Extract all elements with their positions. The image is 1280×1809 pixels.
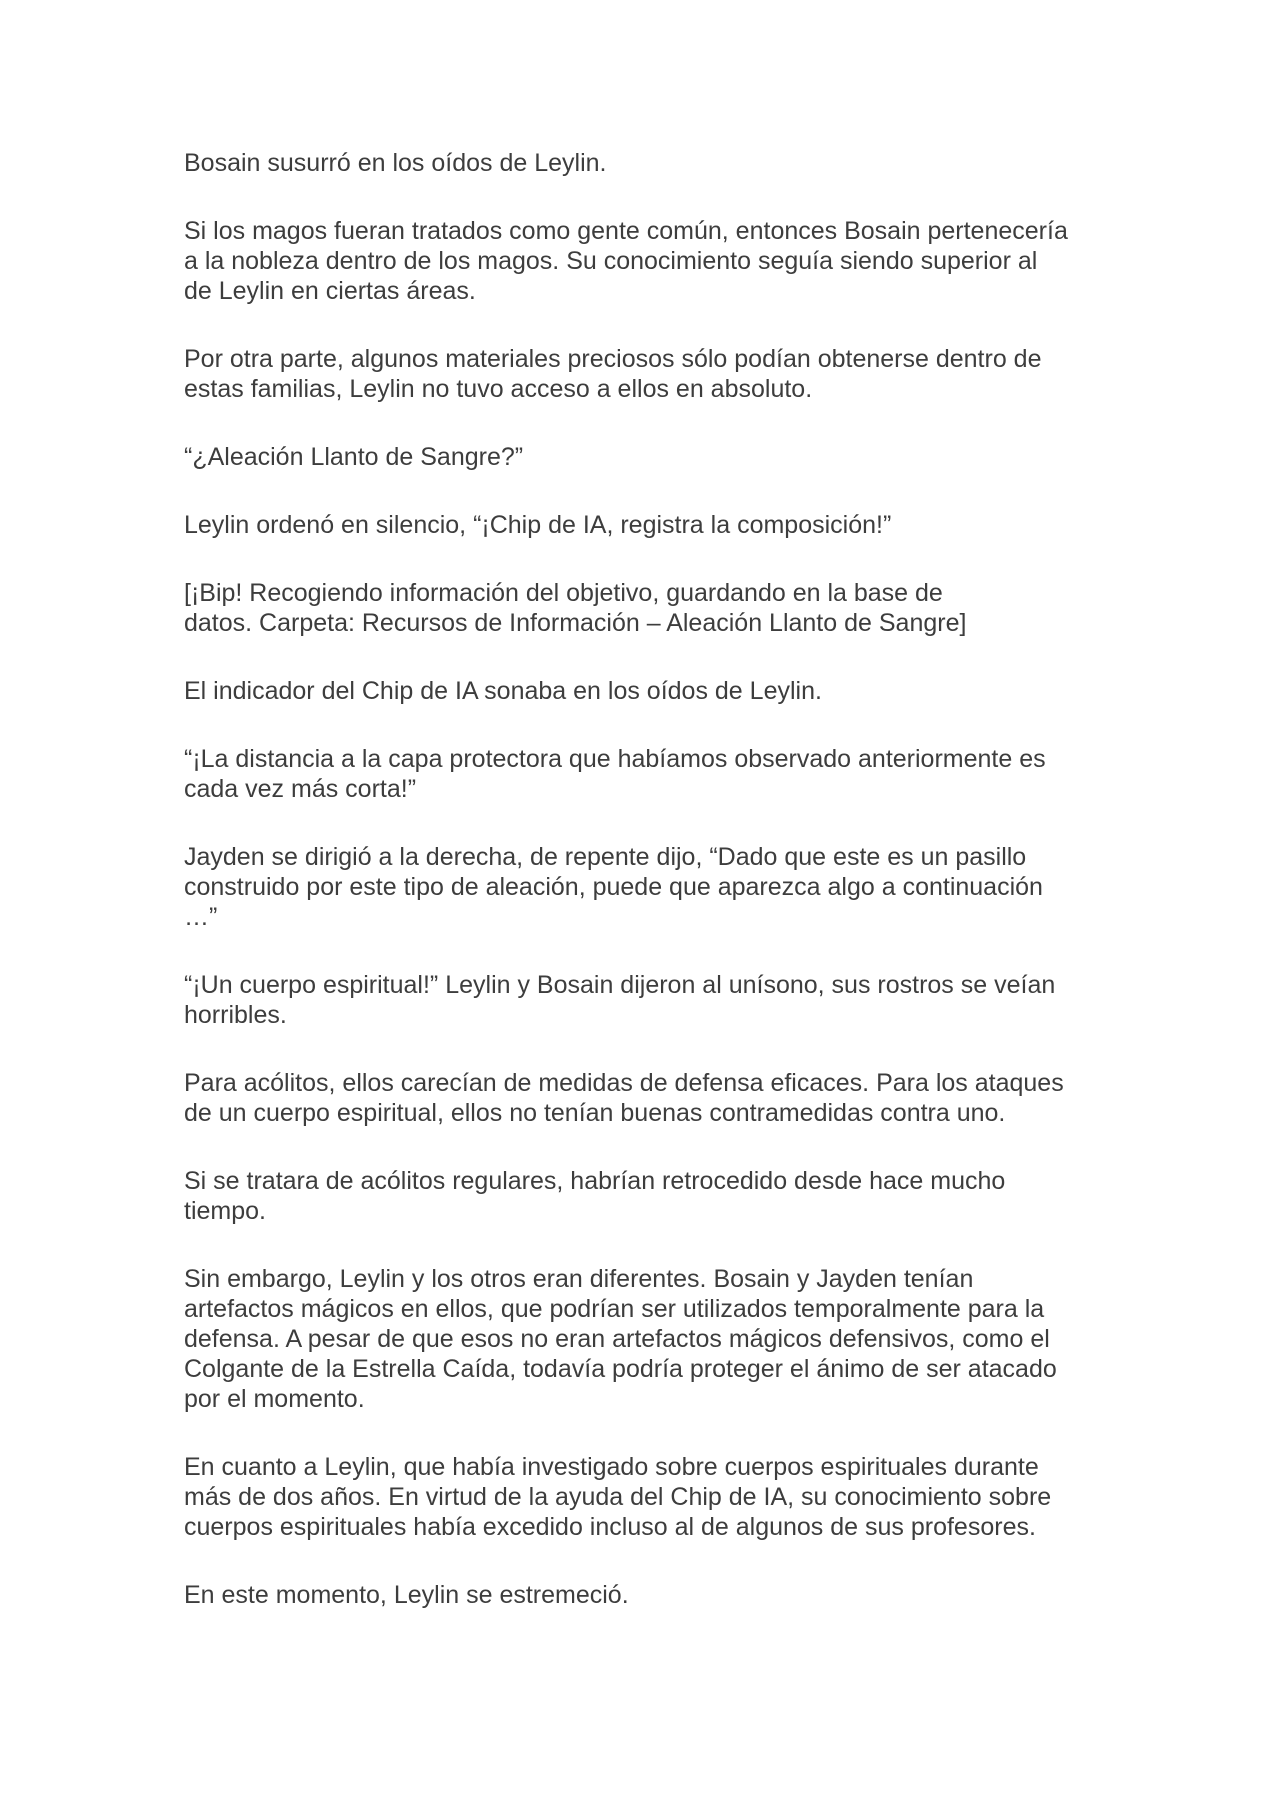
paragraph: Por otra parte, algunos materiales preciosos sólo podían obtenerse dentro de estas familias, Leylin no tuvo acceso a ellos en absoluto. [184,345,1042,403]
paragraph: Si los magos fueran tratados como gente común, entonces Bosain pertenecería a la nobleza dentro de los magos. Su conocimiento seguía siendo superior al de Leylin en ciertas áreas. [184,217,1068,305]
paragraph: Si se tratara de acólitos regulares, habrían retrocedido desde hace mucho tiempo. [184,1167,1006,1225]
paragraph: Para acólitos, ellos carecían de medidas de defensa eficaces. Para los ataques de un cuerpo espiritual, ellos no tenían buenas contramedidas contra uno. [184,1069,1064,1127]
paragraph: [¡Bip! Recogiendo información del objetivo, guardando en la base de datos. Carpeta: Recursos de Información – Aleación Llanto de Sangre] [184,579,967,637]
paragraph: “¡La distancia a la capa protectora que habíamos observado anteriormente es cada vez más corta!” [184,745,1046,803]
paragraph: “¡Un cuerpo espiritual!” Leylin y Bosain dijeron al unísono, sus rostros se veían horribles. [184,971,1056,1029]
paragraph: “¿Aleación Llanto de Sangre?” [184,443,524,471]
paragraph: Jayden se dirigió a la derecha, de repente dijo, “Dado que este es un pasillo construido por este tipo de aleación, puede que aparezca algo a continuación …” [184,843,1043,931]
paragraph: Leylin ordenó en silencio, “¡Chip de IA, registra la composición!” [184,511,892,539]
paragraph: En este momento, Leylin se estremeció. [184,1581,629,1609]
paragraph: El indicador del Chip de IA sonaba en los oídos de Leylin. [184,677,822,705]
paragraph: Bosain susurró en los oídos de Leylin. [184,149,607,177]
paragraph: Sin embargo, Leylin y los otros eran diferentes. Bosain y Jayden tenían artefactos mágicos en ellos, que podrían ser utilizados temporalmente para la defensa. A pesar de que esos no eran artefactos mágicos defensivos, como el Colgante de la Estrella Caída, todavía podría proteger el ánimo de ser atacado por el momento. [184,1265,1057,1413]
paragraph: En cuanto a Leylin, que había investigado sobre cuerpos espirituales durante más de dos años. En virtud de la ayuda del Chip de IA, su conocimiento sobre cuerpos espirituales había excedido incluso al de algunos de sus profesores. [184,1453,1052,1541]
document-body [184,148,1104,1648]
